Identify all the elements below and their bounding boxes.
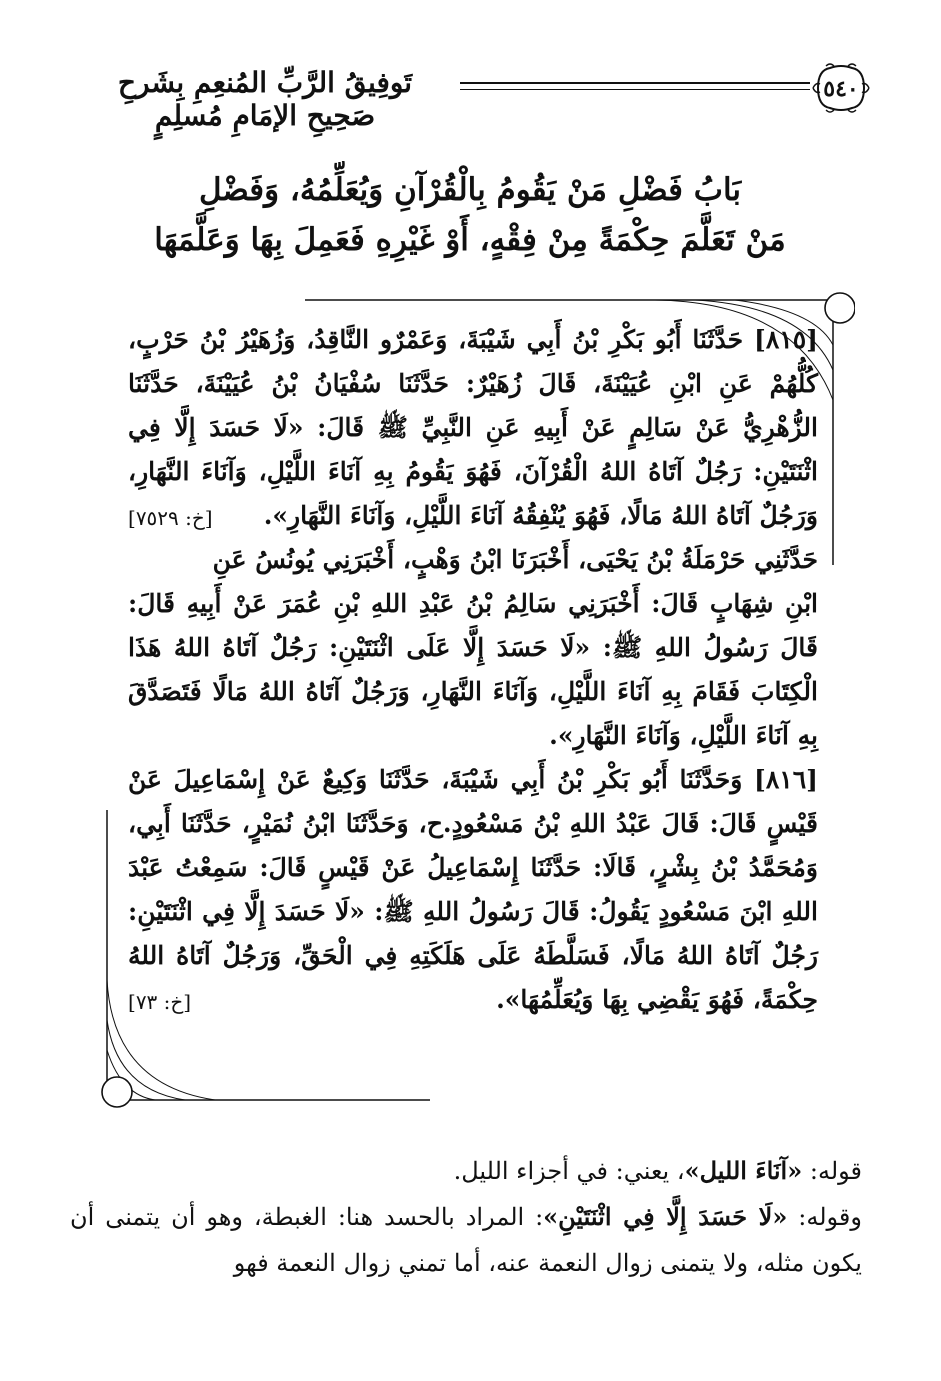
hadith-text: [٨١٥] حَدَّثَنَا أَبُو بَكْرِ بْنُ أَبِي شَيْبَةَ، وَعَمْرٌو النَّاقِدُ، وَزُهَيْرُ بْنُ حَرْبٍ، كُلُّهُمْ عَنِ ابْنِ عُيَيْنَةَ، قَالَ زُهَيْرٌ: حَدَّثَنَا سُفْيَانُ بْنُ عُيَيْنَةَ، حَدَّثَنَا الزُّهْرِيُّ عَنْ سَالِمٍ عَنْ أَبِيهِ عَنِ النَّبِيِّ ﷺ قَالَ: «لَا حَسَدَ إِلَّا فِي اثْنَتَيْنِ: رَجُلٌ آتَاهُ اللهُ الْقُرْآنَ، فَهُوَ يَقُومُ بِهِ آنَاءَ اللَّيْلِ، وَآنَاءَ النَّهَارِ، وَرَجُلٌ آتَاهُ اللهُ مَالًا، فَهُوَ يُنْفِقُهُ آنَاءَ اللَّيْلِ، وَآنَاءَ النَّهَارِ».	[128, 325, 818, 530]
header-rule-thin	[460, 89, 810, 90]
commentary-text: ، يعني: في أجزاء الليل.	[453, 1157, 685, 1185]
hadith-reference: [خ: ٧٥٢٩]	[128, 506, 213, 530]
commentary-prefix: قوله:	[802, 1157, 862, 1185]
hadith-text: [٨١٦] وَحَدَّثَنَا أَبُو بَكْرِ بْنُ أَبِي شَيْبَةَ، حَدَّثَنَا وَكِيعٌ عَنْ إِسْمَاعِيلَ عَنْ قَيْسٍ قَالَ: قَالَ عَبْدُ اللهِ بْنُ مَسْعُودٍ.ح، وَحَدَّثَنَا ابْنُ نُمَيْرٍ، حَدَّثَنَا أَبِي، وَمُحَمَّدُ بْنُ بِشْرٍ، قَالَا: حَدَّثَنَا إِسْمَاعِيلُ عَنْ قَيْسٍ قَالَ: سَمِعْتُ عَبْدَ اللهِ ابْنَ مَسْعُودٍ يَقُولُ: قَالَ رَسُولُ اللهِ ﷺ: «لَا حَسَدَ إِلَّا فِي اثْنَتَيْنِ: رَجُلٌ آتَاهُ اللهُ مَالًا، فَسَلَّطَهُ عَلَى هَلَكَتِهِ فِي الْحَقِّ، وَرَجُلٌ آتَاهُ اللهُ حِكْمَةً، فَهُوَ يَقْضِي بِهَا وَيُعَلِّمُهَا».	[128, 765, 818, 1014]
book-title: تَوفِيقُ الرَّبِّ المُنعِمِ بِشَرحِ صَحِيحِ الإمَامِ مُسلِمٍ	[117, 66, 413, 132]
hadith-text: حَدَّثَنِي حَرْمَلَةُ بْنُ يَحْيَى، أَخْبَرَنَا ابْنُ وَهْبٍ، أَخْبَرَنِي يُونُسُ عَنِ ابْنِ شِهَابٍ قَالَ: أَخْبَرَنِي سَالِمُ بْنُ عَبْدِ اللهِ بْنِ عُمَرَ عَنْ أَبِيهِ قَالَ: قَالَ رَسُولُ اللهِ ﷺ: «لَا حَسَدَ إِلَّا عَلَى اثْنَتَيْنِ: رَجُلٌ آتَاهُ اللهُ هَذَا الْكِتَابَ فَقَامَ بِهِ آنَاءَ اللَّيْلِ، وَآنَاءَ النَّهَارِ، وَرَجُلٌ آتَاهُ اللهُ مَالًا فَتَصَدَّقَ بِهِ آنَاءَ اللَّيْلِ، وَآنَاءَ النَّهَارِ».	[128, 545, 818, 750]
chapter-title-line-2: مَنْ تَعَلَّمَ حِكْمَةً مِنْ فِقْهٍ، أَوْ غَيْرِهِ فَعَمِلَ بِهَا وَعَلَّمَهَا	[154, 222, 786, 258]
header-rule	[460, 82, 810, 84]
commentary-text: : المراد بالحسد هنا: الغبطة، وهو أن يتمنى أن يكون مثله، ولا يتمنى زوال النعمة عنه، أما تمني زوال النعمة فهو	[70, 1203, 862, 1277]
commentary-paragraph	[70, 1148, 862, 1194]
hadith-paragraph	[128, 318, 818, 538]
commentary-paragraph	[70, 1194, 862, 1286]
commentary-quote: «آنَاءَ الليل»	[684, 1156, 803, 1185]
hadith-text-block	[128, 318, 818, 1024]
commentary-prefix: وقوله:	[787, 1203, 862, 1231]
running-header	[80, 62, 870, 132]
hadith-paragraph	[128, 538, 818, 758]
hadith-paragraph	[128, 758, 818, 1022]
page-number: ٥٤٠	[823, 76, 859, 102]
chapter-title	[120, 165, 820, 265]
commentary-quote: «لَا حَسَدَ إِلَّا فِي اثْنَتَيْنِ»	[543, 1202, 788, 1231]
commentary-section	[70, 1148, 862, 1286]
chapter-title-line-1: بَابُ فَضْلِ مَنْ يَقُومُ بِالْقُرْآنِ وَيُعَلِّمُهُ، وَفَضْلِ	[198, 172, 742, 208]
hadith-reference: [خ: ٧٣]	[128, 990, 192, 1014]
page-number-ornament	[812, 62, 870, 114]
